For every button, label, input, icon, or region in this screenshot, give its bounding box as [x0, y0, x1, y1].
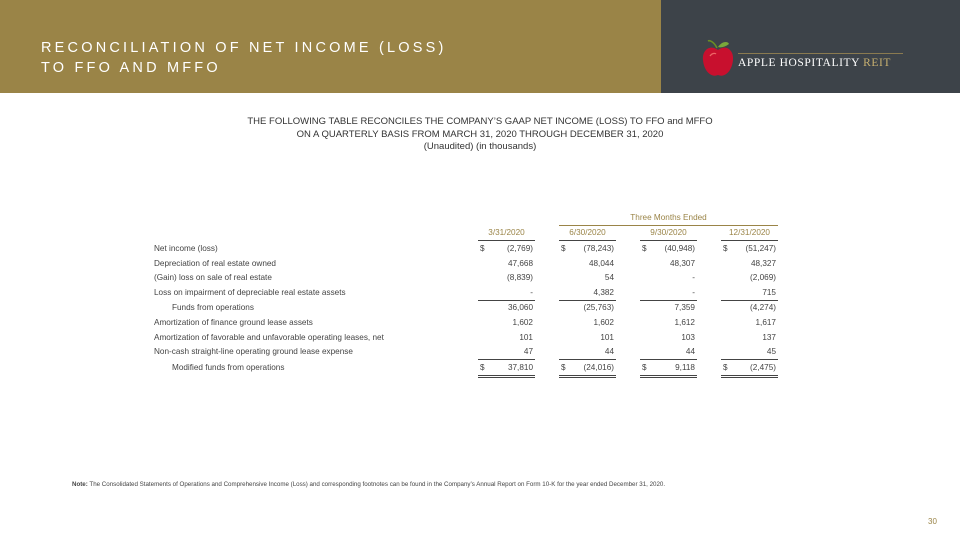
row-label: Non-cash straight-line operating ground lease expense — [154, 347, 353, 357]
logo-wordmark-main: APPLE HOSPITALITY — [738, 57, 860, 69]
cell-value: - — [530, 287, 533, 297]
footnote-label: Note: — [72, 481, 88, 488]
footnote — [72, 481, 665, 488]
cell-value: (25,763) — [583, 303, 614, 313]
cell-value: (2,769) — [507, 243, 533, 253]
cell-value: (51,247) — [745, 243, 776, 253]
currency-sign: $ — [480, 243, 485, 253]
three-months-ended-header: Three Months Ended — [559, 210, 778, 225]
cell-value: 715 — [762, 287, 776, 297]
cell-value: 48,327 — [750, 258, 776, 268]
cell-value: 37,810 — [507, 362, 533, 372]
column-header: 6/30/2020 — [559, 225, 616, 241]
subtotal-row — [150, 300, 778, 315]
column-header: 9/30/2020 — [640, 225, 697, 241]
cell-value: (24,016) — [583, 362, 614, 372]
logo-divider — [738, 53, 903, 54]
cell-value: 7,359 — [674, 303, 695, 313]
column-header: 3/31/2020 — [478, 225, 535, 241]
company-logo — [700, 38, 910, 80]
cell-value: (40,948) — [664, 243, 695, 253]
cell-value: 47,668 — [507, 258, 533, 268]
table-row — [150, 285, 778, 300]
cell-value: 48,044 — [588, 258, 614, 268]
intro-line2: ON A QUARTERLY BASIS FROM MARCH 31, 2020 THROUGH DECEMBER 31, 2020 — [296, 128, 664, 140]
row-label: Funds from operations — [172, 303, 254, 313]
table-row — [150, 330, 778, 345]
table-row — [150, 241, 778, 256]
table-row — [150, 256, 778, 271]
currency-sign: $ — [723, 362, 728, 372]
page-title-line1: RECONCILIATION OF NET INCOME (LOSS) — [41, 40, 447, 56]
row-label: Loss on impairment of depreciable real estate assets — [154, 288, 346, 298]
cell-value: 1,617 — [755, 317, 776, 327]
intro-line3: (Unaudited) (in thousands) — [423, 141, 537, 152]
page-title — [41, 38, 447, 78]
row-label: Amortization of finance ground lease assets — [154, 317, 313, 327]
reconciliation-table — [150, 210, 778, 378]
row-label: Depreciation of real estate owned — [154, 258, 276, 268]
table-row — [150, 315, 778, 330]
logo-wordmark — [738, 57, 891, 69]
currency-sign: $ — [561, 362, 566, 372]
apple-logo-icon — [700, 38, 736, 80]
total-row — [150, 359, 778, 376]
cell-value: (78,243) — [583, 243, 614, 253]
row-label: Modified funds from operations — [172, 363, 285, 373]
currency-sign: $ — [723, 243, 728, 253]
cell-value: 4,382 — [593, 287, 614, 297]
row-label: Amortization of favorable and unfavorable operating leases, net — [154, 332, 384, 342]
cell-value: (4,274) — [750, 303, 776, 313]
cell-value: 44 — [604, 347, 614, 357]
cell-value: 137 — [762, 332, 776, 342]
cell-value: 44 — [685, 347, 695, 357]
cell-value: 45 — [766, 347, 776, 357]
intro-line1: THE FOLLOWING TABLE RECONCILES THE COMPANY’S GAAP NET INCOME (LOSS) TO FFO and MFFO — [247, 116, 713, 127]
group-header-row — [150, 210, 778, 225]
currency-sign: $ — [480, 362, 485, 372]
cell-value: 1,602 — [593, 317, 614, 327]
page-title-line2: TO FFO AND MFFO — [41, 60, 221, 76]
cell-value: 36,060 — [507, 303, 533, 313]
column-header: 12/31/2020 — [721, 225, 778, 241]
page-number: 30 — [928, 517, 937, 526]
cell-value: - — [692, 287, 695, 297]
cell-value: 101 — [600, 332, 614, 342]
cell-value: (2,475) — [750, 362, 776, 372]
cell-value: 47 — [523, 347, 533, 357]
cell-value: (8,839) — [507, 273, 533, 283]
logo-wordmark-accent: REIT — [863, 57, 892, 69]
currency-sign: $ — [642, 243, 647, 253]
cell-value: (2,069) — [750, 273, 776, 283]
cell-value: 101 — [519, 332, 533, 342]
table-row — [150, 344, 778, 359]
cell-value: 9,118 — [675, 362, 695, 372]
currency-sign: $ — [561, 243, 566, 253]
cell-value: 103 — [681, 332, 695, 342]
row-label: Net income (loss) — [154, 243, 218, 253]
cell-value: 1,612 — [674, 317, 695, 327]
table-row — [150, 270, 778, 285]
footnote-text: The Consolidated Statements of Operations and Comprehensive Income (Loss) and corresponding footnotes can be found in the Company’s Annual Report on Form 10-K for the year ended December 31, 2020. — [89, 481, 666, 488]
row-label: (Gain) loss on sale of real estate — [154, 273, 272, 283]
table-intro — [180, 116, 780, 154]
cell-value: 48,307 — [669, 258, 695, 268]
cell-value: 1,602 — [512, 317, 533, 327]
cell-value: 54 — [604, 273, 614, 283]
currency-sign: $ — [642, 362, 647, 372]
date-header-row — [150, 225, 778, 241]
cell-value: - — [692, 273, 695, 283]
